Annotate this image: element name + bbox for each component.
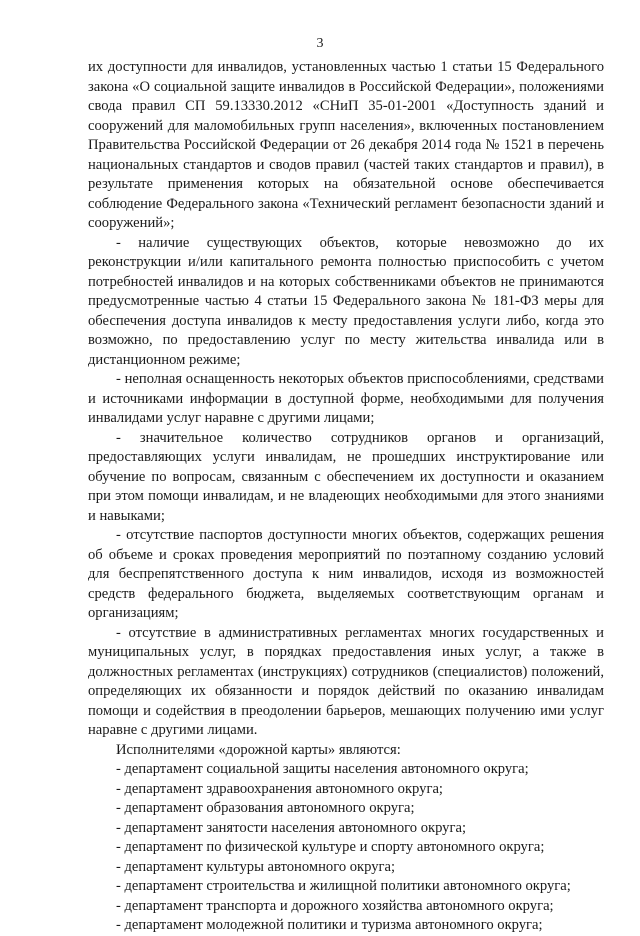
paragraph-existing-objects: - наличие существующих объектов, которые невозможно до их реконструкции и/или капитального ремонта полностью приспособить с учетом потребностей инвалидов и на которых собственниками объектов не принимаются предусмотренные частью 4 статьи 15 Федерального закона № 181-ФЗ меры для обеспечения доступа инвалидов к месту предоставления услуги либо, когда это возможно, по предоставлению услуг по месту жительства инвалида или в дистанционном режиме; xyxy=(88,234,604,368)
list-item: - департамент транспорта и дорожного хозяйства автономного округа; xyxy=(116,897,554,914)
list-item: - департамент по физической культуре и спорту автономного округа; xyxy=(116,839,545,855)
paragraph-regulations: - отсутствие в административных регламентах многих государственных и муниципальных услуг, в порядках предоставления иных услуг, а также в должностных регламентах (инструкциях) сотрудников (специалистов) положений, определяющих их обязанности и порядок действий по оказанию инвалидам помощи и содействия в преодолении барьеров, мешающих получению ими услуг наравне с другими лицами. xyxy=(88,624,604,738)
paragraph-accessibility-norms: их доступности для инвалидов, установленных частью 1 статьи 15 Федерального закона «О социальной защите инвалидов в Российской Федерации», положениями свода правил СП 59.13330.2012 «СНиП 35-01-2001 «Доступность зданий и сооружений для маломобильных групп населения», включенных постановлением Правительства Российской Федерации от 26 декабря 2014 года № 1521 в перечень национальных стандартов и сводов правил (частей таких стандартов и правил), в результате применения которых на обязательной основе обеспечивается соблюдение Федерального закона «Технический регламент безопасности зданий и сооружений»; xyxy=(88,59,604,231)
executors-intro: Исполнителями «дорожной карты» являются: xyxy=(116,741,401,758)
list-item: - департамент занятости населения автономного округа; xyxy=(116,819,467,836)
list-item: - департамент социальной защиты населения автономного округа; xyxy=(116,761,529,777)
paragraph-staff-training: - значительное количество сотрудников органов и организаций, предоставляющих услуги инвалидам, не прошедших инструктирование или обучение по вопросам, связанным с обеспечением их доступности и оказанием при этом помощи инвалидам, и не владеющих необходимыми для этого знаниями и навыками; xyxy=(88,429,604,524)
list-item: - департамент культуры автономного округа; xyxy=(116,858,396,875)
list-item: - департамент здравоохранения автономного округа; xyxy=(116,780,443,797)
paragraph-accessibility-passports: - отсутствие паспортов доступности многих объектов, содержащих решения об объеме и сроках проведения мероприятий по поэтапному созданию условий для беспрепятственного доступа к ним инвалидов, исходя из возможностей средств федерального бюджета, выделяемых соответствующим органам и организациям; xyxy=(88,527,604,621)
list-item: - департамент молодежной политики и туризма автономного округа; xyxy=(116,917,543,933)
paragraph-equipment: - неполная оснащенность некоторых объектов приспособлениями, средствами и источниками информации в доступной форме, необходимыми для получения инвалидами услуг наравне с другими лицами; xyxy=(88,371,604,426)
list-item: - департамент образования автономного округа; xyxy=(116,800,415,816)
list-item: - департамент строительства и жилищной политики автономного округа; xyxy=(116,878,571,894)
page-number: 3 xyxy=(316,36,324,51)
